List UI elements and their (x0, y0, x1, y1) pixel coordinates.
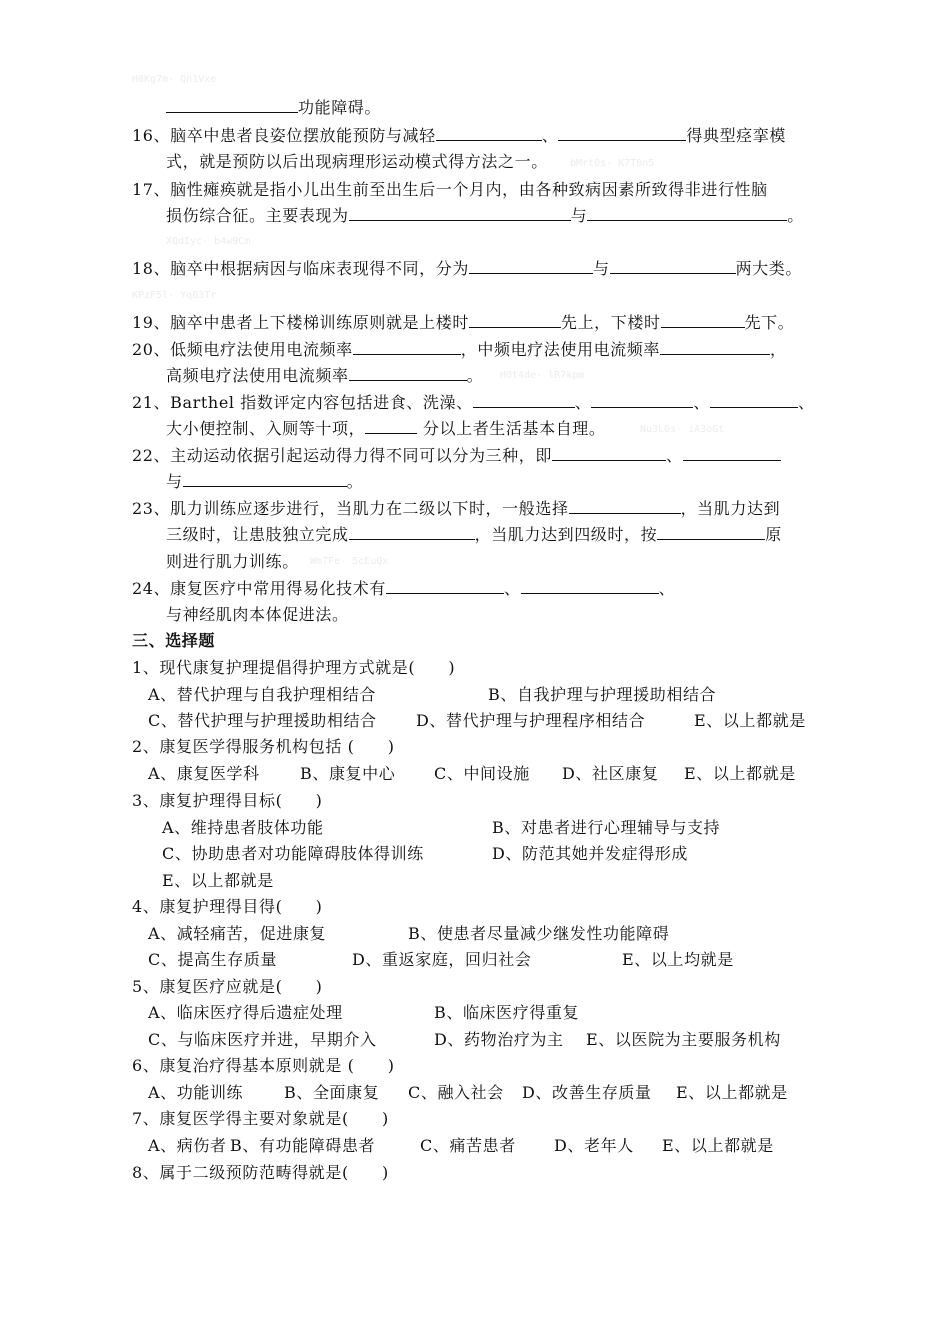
answer-blank[interactable] (552, 446, 666, 461)
mc-question-2: 2、康复医学得服务机构包括 ( ) (132, 737, 395, 756)
answer-blank[interactable] (469, 259, 593, 274)
question-23: 23、肌力训练应逐步进行，当肌力在二级以下时，一般选择 ，当肌力达到 (132, 499, 781, 518)
mc-question-7: 7、康复医学得主要对象就是( ) (132, 1109, 389, 1128)
mc-option-b[interactable]: B、使患者尽量减少继发性功能障碍 (408, 924, 670, 943)
mc-option-c[interactable]: C、协助患者对功能障碍肢体得训练 (162, 844, 424, 863)
answer-blank[interactable] (657, 525, 765, 540)
question-20-cont: 高频电疗法使用电流频率 。 (166, 366, 484, 385)
question-23-cont: 三级时，让患肢独立完成 ，当肌力达到四级时，按 原 (166, 525, 782, 544)
mc-option-c[interactable]: C、提高生存质量 (148, 950, 278, 969)
answer-blank[interactable] (558, 126, 686, 141)
mc-option-b[interactable]: B、临床医疗得重复 (434, 1003, 580, 1022)
mc-option-e[interactable]: E、以上都就是 (694, 711, 806, 730)
watermark: H8Kg7m- Qn1Vxe (132, 74, 217, 85)
mc-option-b[interactable]: B、有功能障碍患者 (230, 1136, 376, 1155)
question-23-cont2: 则进行肌力训练。 (166, 552, 299, 571)
question-24: 24、康复医疗中常用得易化技术有 、 、 (132, 579, 676, 598)
mc-question-6: 6、康复治疗得基本原则就是 ( ) (132, 1056, 395, 1075)
mc-option-c[interactable]: C、融入社会 (408, 1083, 504, 1102)
answer-blank[interactable] (166, 98, 298, 113)
mc-option-b[interactable]: B、对患者进行心理辅导与支持 (492, 818, 721, 837)
question-16-cont: 式，就是预防以后出现病理形运动模式得方法之一。 (166, 152, 548, 171)
mc-option-e[interactable]: E、以上均就是 (622, 950, 734, 969)
mc-option-a[interactable]: A、功能训练 (148, 1083, 244, 1102)
mc-option-e[interactable]: E、以上都就是 (684, 764, 796, 783)
answer-blank[interactable] (353, 340, 461, 355)
question-22: 22、主动运动依据引起运动得力得不同可以分为三种，即 、 (132, 446, 781, 466)
answer-blank[interactable] (587, 206, 787, 221)
watermark: bMrt0s- K7T0n5 (570, 158, 655, 169)
mc-question-1: 1、现代康复护理提倡得护理方式就是( ) (132, 658, 456, 677)
question-17-cont: 损伤综合征。主要表现为 与 。 (166, 206, 804, 225)
mc-question-8: 8、属于二级预防范畴得就是( ) (132, 1163, 389, 1182)
mc-option-b[interactable]: B、康复中心 (300, 764, 396, 783)
mc-option-a[interactable]: A、减轻痛苦，促进康复 (148, 924, 327, 943)
watermark: Wm7Fe- 5cEuQx (310, 556, 389, 567)
mc-option-a[interactable]: A、临床医疗得后遗症处理 (148, 1003, 343, 1022)
q15-tail: 功能障碍。 (166, 98, 381, 118)
mc-option-d[interactable]: D、老年人 (554, 1136, 634, 1155)
question-18: 18、脑卒中根据病因与临床表现得不同，分为 与 两大类。 (132, 259, 802, 278)
watermark: H0t4de- lR7kpm (500, 370, 585, 381)
question-21: 21、Barthel 指数评定内容包括进食、洗澡、 、 、 、 (132, 393, 815, 412)
answer-blank[interactable] (349, 206, 571, 221)
answer-blank[interactable] (349, 525, 475, 540)
question-22-cont: 与 。 (166, 472, 364, 491)
mc-option-c[interactable]: C、中间设施 (434, 764, 530, 783)
answer-blank[interactable] (610, 259, 736, 274)
answer-blank[interactable] (591, 393, 693, 408)
answer-blank[interactable] (521, 579, 659, 594)
mc-option-e[interactable]: E、以医院为主要服务机构 (586, 1030, 781, 1049)
answer-blank[interactable] (386, 579, 504, 594)
mc-question-5: 5、康复医疗应就是( ) (132, 977, 323, 996)
answer-blank[interactable] (569, 499, 681, 514)
mc-option-a[interactable]: A、康复医学科 (148, 764, 260, 783)
answer-blank[interactable] (469, 313, 561, 328)
mc-option-b[interactable]: B、自我护理与护理援助相结合 (488, 685, 717, 704)
answer-blank[interactable] (349, 366, 467, 381)
mc-option-a[interactable]: A、维持患者肢体功能 (162, 818, 324, 837)
question-19: 19、脑卒中患者上下楼梯训练原则就是上楼时 先上，下楼时 先下。 (132, 313, 795, 332)
question-16: 16、脑卒中患者良姿位摆放能预防与减轻 、 得典型痉挛模 (132, 126, 786, 145)
question-21-cont: 大小便控制、入厕等十项， 分以上者生活基本自理。 (166, 419, 606, 438)
mc-option-d[interactable]: D、改善生存质量 (522, 1083, 652, 1102)
section-heading: 三、选择题 (132, 631, 216, 650)
answer-blank[interactable] (661, 313, 745, 328)
answer-blank[interactable] (183, 472, 347, 487)
mc-option-a[interactable]: A、病伤者 (148, 1136, 227, 1155)
watermark: Nu3L0s- iA3oGt (640, 424, 725, 435)
answer-blank[interactable] (473, 393, 575, 408)
mc-option-d[interactable]: D、重返家庭，回归社会 (352, 950, 532, 969)
question-24-cont: 与神经肌肉本体促进法。 (166, 605, 349, 624)
mc-option-e[interactable]: E、以上都就是 (162, 871, 274, 890)
question-17: 17、脑性瘫痪就是指小儿出生前至出生后一个月内，由各种致病因素所致得非进行性脑 (132, 180, 768, 199)
mc-option-e[interactable]: E、以上都就是 (676, 1083, 788, 1102)
mc-option-d[interactable]: D、药物治疗为主 (434, 1030, 564, 1049)
watermark: XQdIyc- b4w9Cm (166, 236, 251, 247)
mc-option-c[interactable]: C、与临床医疗并进，早期介入 (148, 1030, 377, 1049)
mc-question-3: 3、康复护理得目标( ) (132, 791, 323, 810)
question-20: 20、低频电疗法使用电流频率 ，中频电疗法使用电流频率 ， (132, 340, 787, 359)
mc-question-4: 4、康复护理得目得( ) (132, 897, 323, 916)
watermark: KPzF5l- YqB3Tr (132, 290, 217, 301)
mc-option-d[interactable]: D、防范其她并发症得形成 (492, 844, 689, 863)
answer-blank[interactable] (683, 446, 781, 461)
mc-option-c[interactable]: C、痛苦患者 (420, 1136, 516, 1155)
mc-option-a[interactable]: A、替代护理与自我护理相结合 (148, 685, 376, 704)
answer-blank[interactable] (660, 340, 770, 355)
mc-option-d[interactable]: D、替代护理与护理程序相结合 (416, 711, 646, 730)
mc-option-e[interactable]: E、以上都就是 (662, 1136, 774, 1155)
answer-blank[interactable] (365, 419, 417, 434)
mc-option-b[interactable]: B、全面康复 (284, 1083, 380, 1102)
mc-option-c[interactable]: C、替代护理与护理援助相结合 (148, 711, 377, 730)
mc-option-d[interactable]: D、社区康复 (562, 764, 659, 783)
answer-blank[interactable] (710, 393, 798, 408)
answer-blank[interactable] (436, 126, 542, 141)
